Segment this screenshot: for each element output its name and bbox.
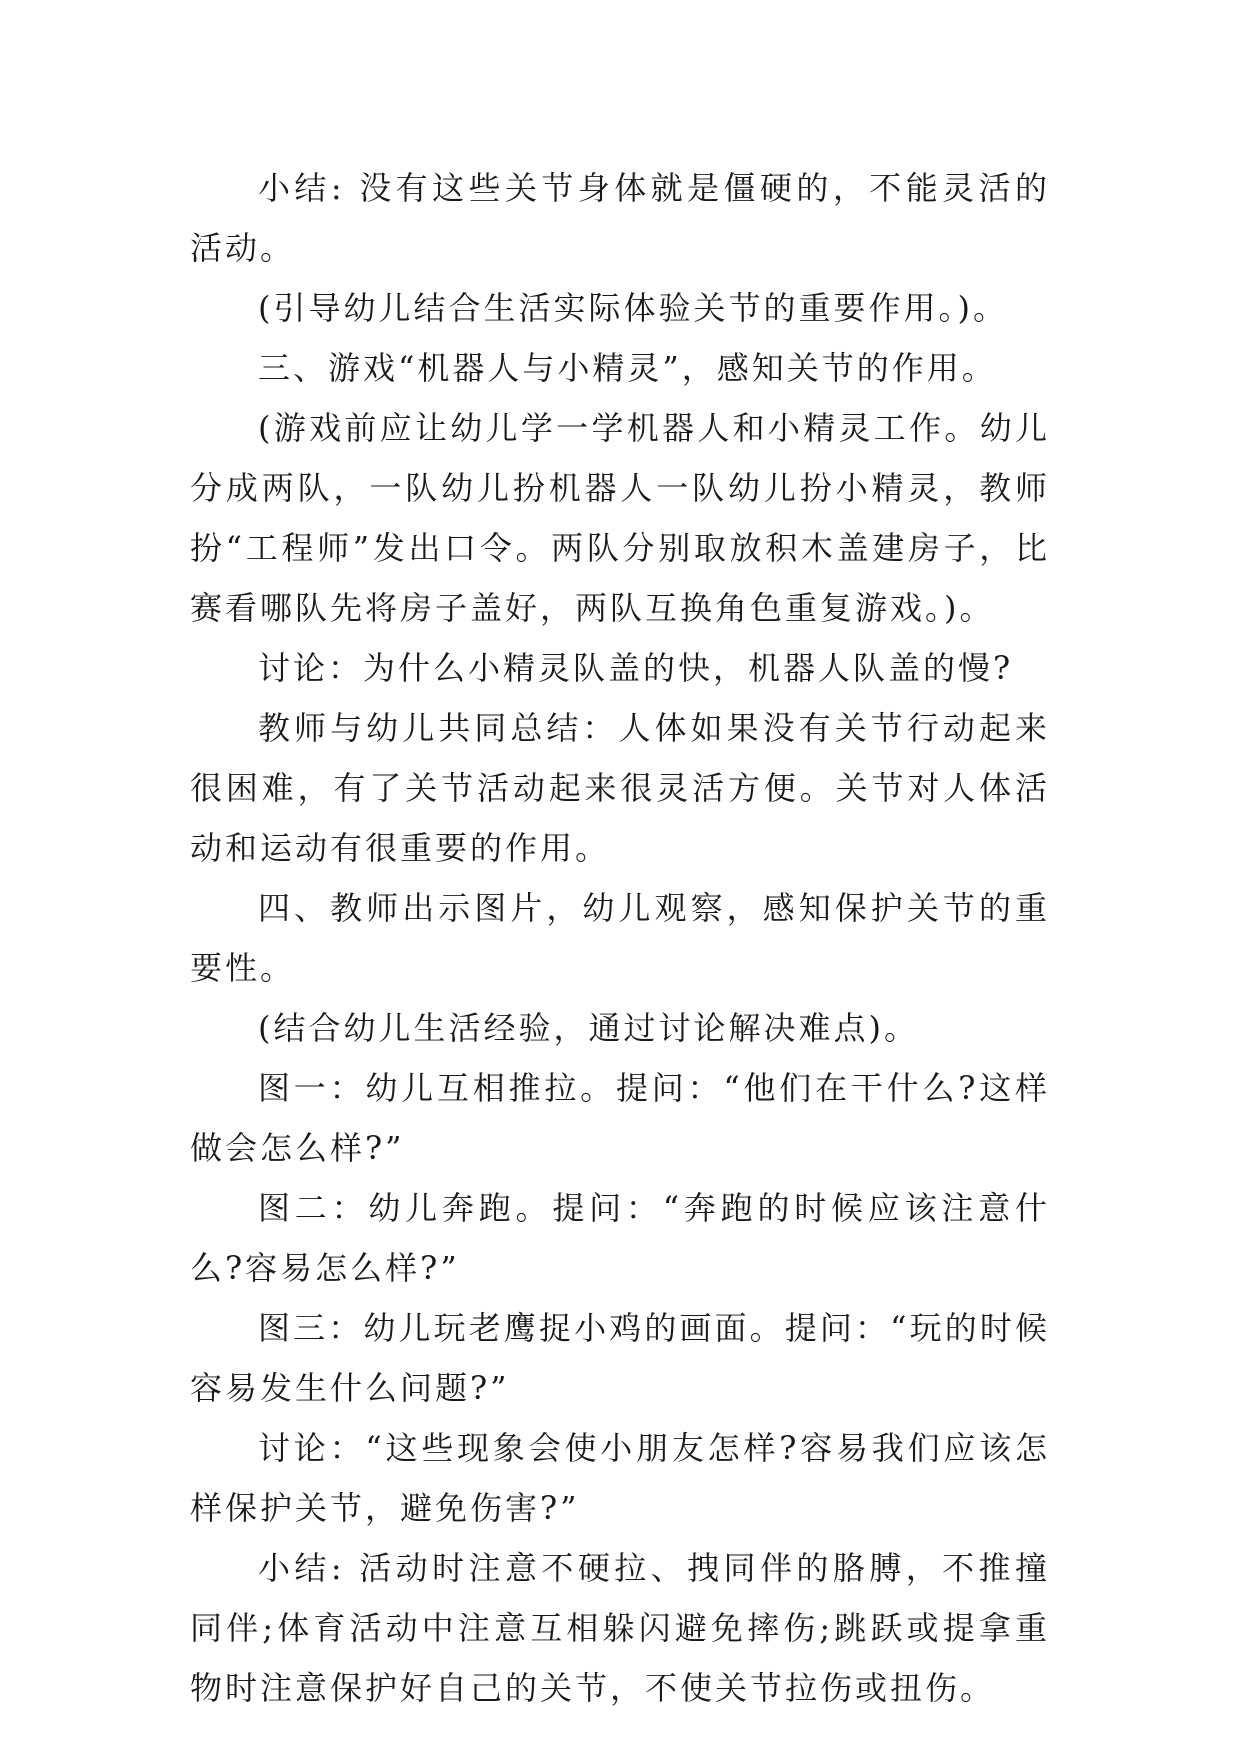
paragraph-summary-2: 小结: 活动时注意不硬拉、拽同伴的胳膊，不推撞同伴;体育活动中注意互相躲闪避免摔伤;跳跃或提拿重物时注意保护好自己的关节，不使关节拉伤或扭伤。 xyxy=(190,1549,1050,1707)
paragraph-picture-three: 图三：幼儿玩老鹰捉小鸡的画面。提问：“玩的时候容易发生什么问题?” xyxy=(190,1309,1050,1407)
paragraph-picture-one: 图一：幼儿互相推拉。提问：“他们在干什么?这样做会怎么样?” xyxy=(190,1069,1050,1167)
document-body xyxy=(190,158,1050,1718)
paragraph-picture-two: 图二：幼儿奔跑。提问：“奔跑的时候应该注意什么?容易怎么样?” xyxy=(190,1189,1050,1287)
paragraph-discussion-2: 讨论：“这些现象会使小朋友怎样?容易我们应该怎样保护关节，避免伤害?” xyxy=(190,1429,1050,1527)
paragraph-summary-1: 小结: 没有这些关节身体就是僵硬的，不能灵活的活动。 xyxy=(190,169,1050,267)
paragraph-discussion-1: 讨论：为什么小精灵队盖的快，机器人队盖的慢? xyxy=(258,649,1014,687)
paragraph-game-instructions: (游戏前应让幼儿学一学机器人和小精灵工作。幼儿分成两队，一队幼儿扮机器人一队幼儿扮小精灵，教师扮“工程师”发出口令。两队分别取放积木盖建房子，比赛看哪队先将房子盖好，两队互换角色重复游戏。)。 xyxy=(190,409,1050,627)
paragraph-joint-summary: 教师与幼儿共同总结：人体如果没有关节行动起来很困难，有了关节活动起来很灵活方便。关节对人体活动和运动有很重要的作用。 xyxy=(190,709,1050,867)
paragraph-experience-note: (结合幼儿生活经验，通过讨论解决难点)。 xyxy=(258,1009,919,1047)
paragraph-guide-note: (引导幼儿结合生活实际体验关节的重要作用。)。 xyxy=(258,289,1008,327)
paragraph-section-four-heading: 四、教师出示图片，幼儿观察，感知保护关节的重要性。 xyxy=(190,889,1050,987)
paragraph-section-three-heading: 三、游戏“机器人与小精灵”，感知关节的作用。 xyxy=(258,349,997,387)
